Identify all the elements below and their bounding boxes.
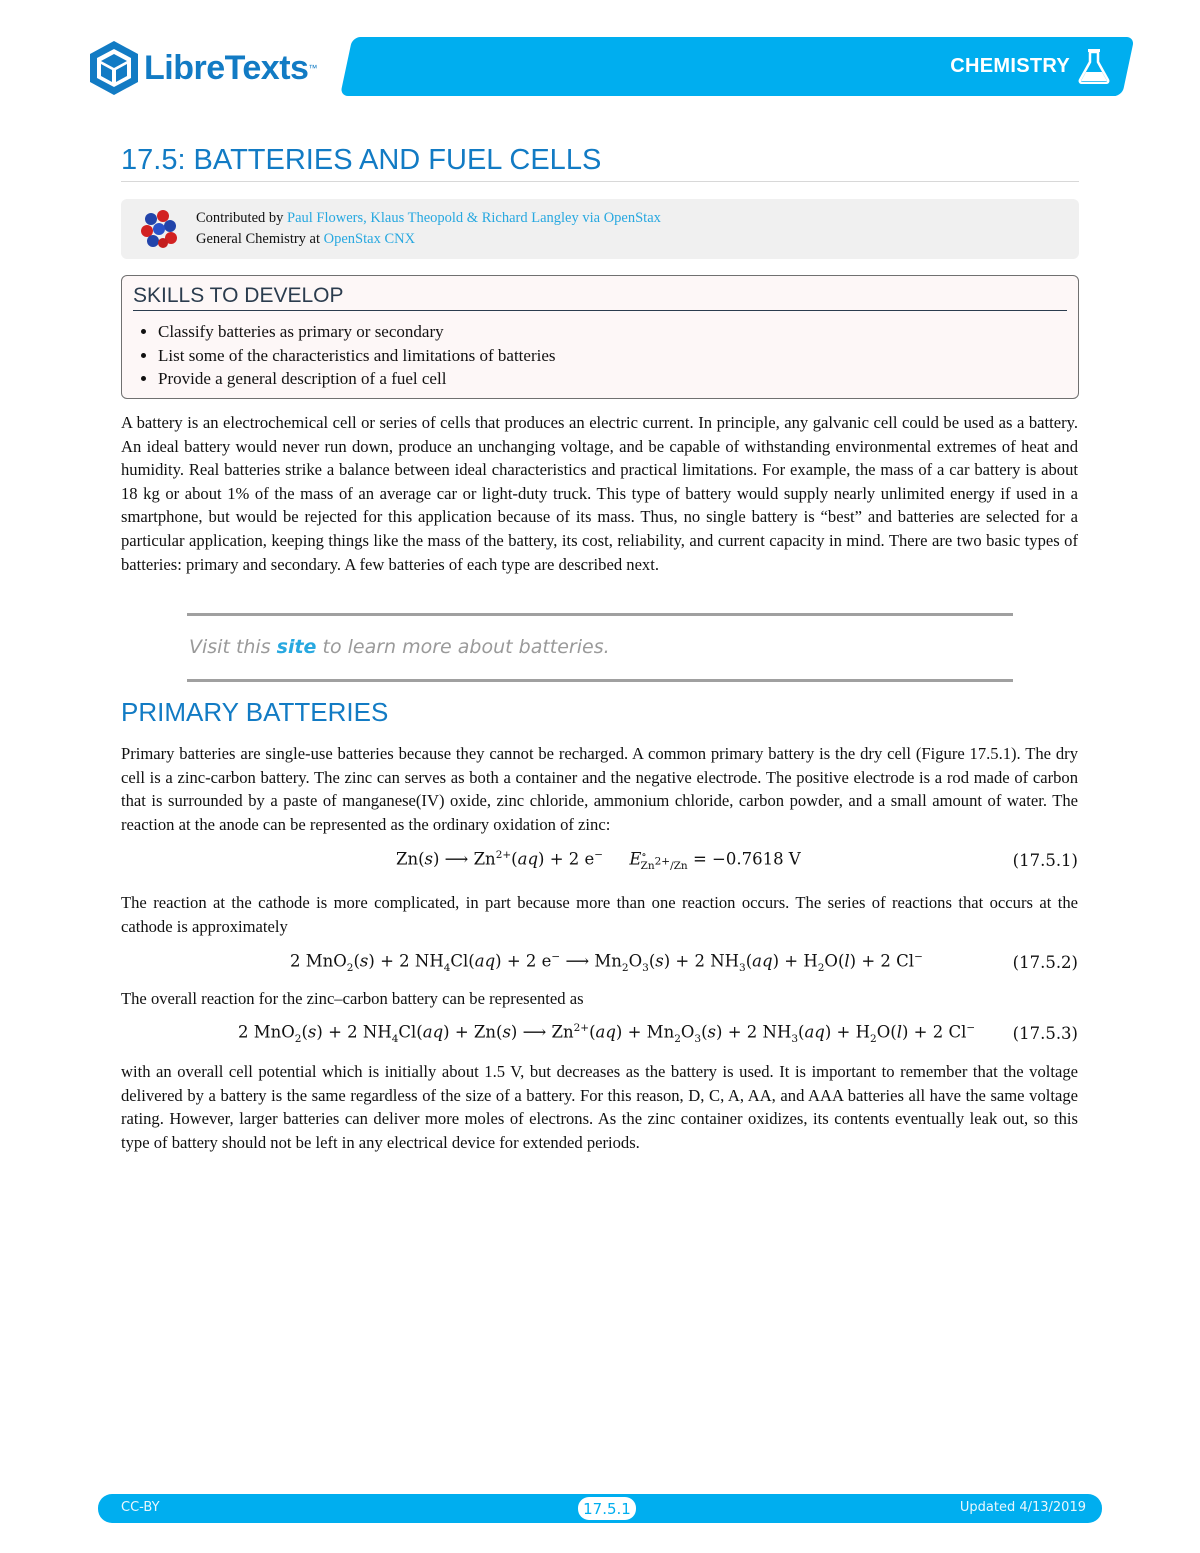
contributor-box [121,199,1079,259]
subject-label[interactable]: CHEMISTRY [950,55,1070,77]
callout-before: Visit this [189,636,277,658]
page-title: 17.5: BATTERIES AND FUEL CELLS [121,144,1079,182]
skills-title: SKILLS TO DEVELOP [133,284,1067,311]
page-header [0,0,1200,110]
list-item: • Classify batteries as primary or secondary [158,320,556,344]
libretexts-cube-icon [88,39,140,97]
skills-list [136,320,556,391]
equation-number: (17.5.1) [1012,851,1078,870]
section-heading-primary-batteries: PRIMARY BATTERIES [121,697,389,727]
equation-17-5-1: Zn(s) ⟶ $Zn^{2+}(aq) + 2$ e− $E^\circ_{Zn^{2+}/Zn} = -0.7618$ V [396,849,801,872]
updated-date: Updated 4/13/2019 [959,1500,1086,1515]
license-label[interactable]: CC-BY [121,1500,160,1515]
callout-top-rule [187,613,1013,616]
page-number: 17.5.1 [578,1497,636,1520]
source-line [196,229,661,250]
logo-trademark: ™ [308,63,318,73]
molecule-icon [137,207,181,251]
intro-paragraph: A battery is an electrochemical cell or series of cells that produces an electric current. In principle, any galvanic cell could be used as a battery. An ideal battery would never run down, produce an unchanging voltage, and be capable of withstanding environmental extremes of heat and humidity. Real batteries strike a balance between ideal characteristics and practical limitations. For example, the mass of a car battery is about 18 kg or about 1% of the mass of an average car or light-duty truck. This type of battery would supply nearly unlimited energy if used in a smartphone, but would be rejected for this application because of its mass. Thus, no single battery is “best” and batteries are selected for a particular application, keeping things like the mass of the battery, its cost, reliability, and current capacity in mind. There are two basic types of batteries: primary and secondary. A few batteries of each type are described next. [121,413,1078,574]
callout-bottom-rule [187,679,1013,682]
openstax-cnx-link[interactable]: OpenStax CNX [323,231,416,247]
callout-after: to learn more about batteries. [316,636,610,658]
contributed-by-line [196,208,661,229]
skills-box [121,275,1079,399]
page-footer [98,1494,1102,1523]
logo-text: LibreTexts [144,48,309,87]
source-prefix: General Chemistry at [196,231,324,247]
standard-potential: = −0.7618 V [692,849,801,869]
equation-number: (17.5.2) [1012,953,1078,972]
primary-paragraph-3: The overall reaction for the zinc–carbon battery can be represented as [121,989,584,1008]
list-item: • Provide a general description of a fuel cell [158,367,556,391]
primary-paragraph-4: with an overall cell potential which is initially about 1.5 V, but decreases as the battery is used. It is important to remember that the voltage delivered by a battery is the same regardless of the size of a battery. For this reason, D, C, A, AA, and AAA batteries all have the same voltage rating. However, larger batteries can deliver more moles of electrons. As the zinc container oxidizes, its contents eventually leak out, so this type of battery should not be left in any electrical device for extended periods. [121,1062,1078,1152]
flask-icon [1077,48,1111,84]
contributor-text [196,208,661,250]
primary-paragraph-1: Primary batteries are single-use batteries because they cannot be recharged. A common primary battery is the dry cell (Figure 17.5.1). The dry cell is a zinc-carbon battery. The zinc can serves as both a container and the negative electrode. The positive electrode is a rod made of carbon that is surrounded by a paste of manganese(IV) oxide, zinc chloride, ammonium chloride, carbon powder, and a small amount of water. The reaction at the anode can be represented as the ordinary oxidation of zinc: [121,744,1078,834]
site-link[interactable]: site [276,636,317,658]
authors-link[interactable]: Paul Flowers, Klaus Theopold & Richard Langley via OpenStax [287,210,661,226]
equation-number: (17.5.3) [1012,1024,1078,1043]
primary-paragraph-2: The reaction at the cathode is more complicated, in part because more than one reaction occurs. The series of reactions that occurs at the cathode is approximately [121,893,1078,936]
equation-17-5-3: 2 MnO$_2$(s) + 2 $NH_4Cl(aq) + Zn(s)$ ⟶ $Zn^{2+}(aq) + Mn_2O_3(s) + 2$ $NH_3(aq) + H_2O(l) + 2$ Cl− [238,1022,976,1045]
contributed-by-prefix: Contributed by [196,210,288,226]
libretexts-logo[interactable] [88,38,317,98]
callout-text [189,636,610,658]
list-item: • List some of the characteristics and limitations of batteries [158,344,556,368]
equation-17-5-2: 2 MnO$_2$(s) + 2 $NH_4Cl(aq) + 2$ e− ⟶ $Mn_2O_3(s) + 2$ $NH_3(aq) + H_2O(l) + 2$ Cl− [290,951,923,974]
